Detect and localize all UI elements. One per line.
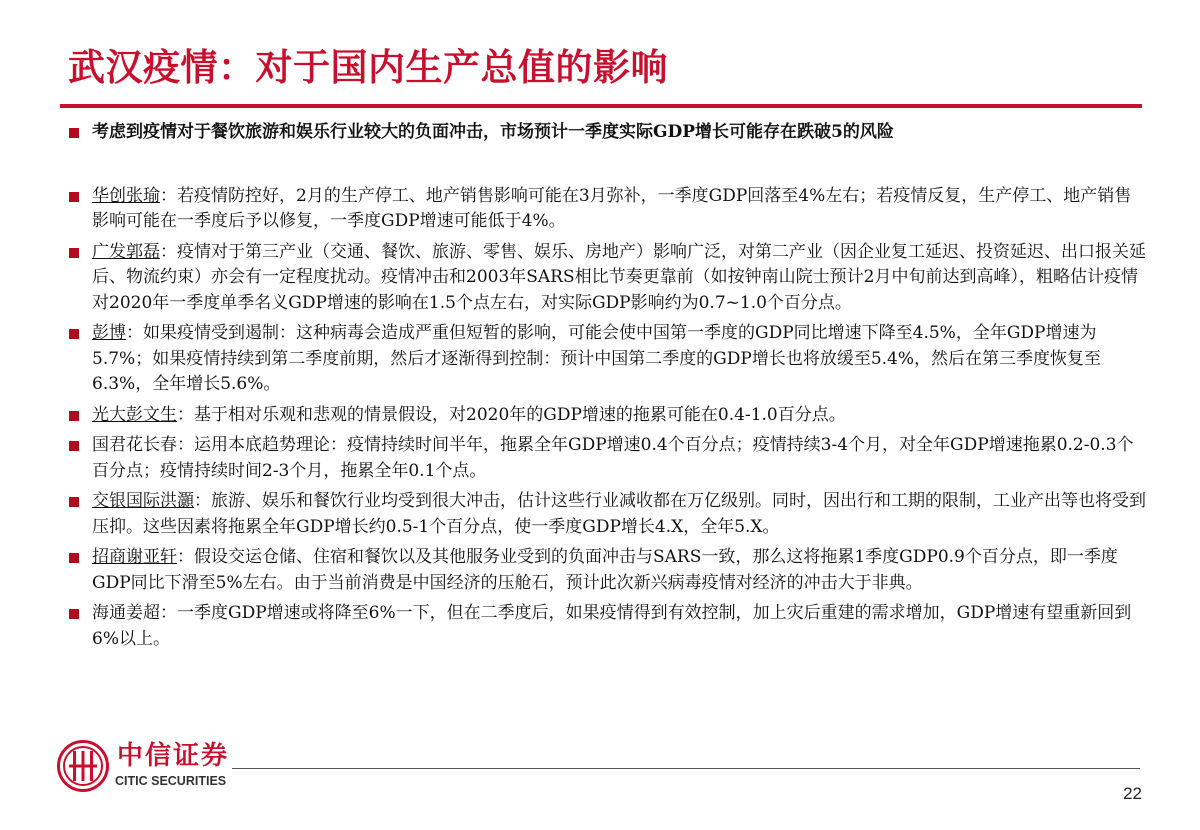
source-link[interactable]: 彭博 xyxy=(92,323,126,343)
intro-text: 考虑到疫情对于餐饮旅游和娱乐行业较大的负面冲击，市场预计一季度实际GDP增长可能存在跌破5的风险 xyxy=(92,122,894,142)
logo-chinese-name: 中信证券 xyxy=(117,741,230,771)
square-bullet-icon xyxy=(69,192,79,202)
source-label: 海通姜超 xyxy=(92,603,160,623)
list-item xyxy=(66,433,1146,484)
list-item xyxy=(66,184,1146,235)
square-bullet-icon xyxy=(69,248,79,258)
source-link[interactable]: 光大彭文生 xyxy=(92,404,177,425)
list-item xyxy=(66,403,1146,429)
logo-english-name: CITIC SECURITIES xyxy=(115,774,227,788)
page-number: 22 xyxy=(1123,784,1142,803)
square-bullet-icon xyxy=(69,497,79,507)
square-bullet-icon xyxy=(69,128,79,138)
item-text: ：旅游、娱乐和餐饮行业均受到很大冲击，估计这些行业减收都在万亿级别。同时，因出行和工期的限制，工业产出等也将受到压抑。这些因素将拖累全年GDP增长约0.5-1个百分点，使一季度GDP增长4.X，全年5.X。 xyxy=(92,491,1146,537)
company-logo xyxy=(57,738,247,808)
bullet-list xyxy=(66,120,1146,657)
square-bullet-icon xyxy=(69,609,79,619)
source-link[interactable]: 交银国际洪灝 xyxy=(92,491,194,511)
title-divider xyxy=(60,104,1142,108)
item-text: ：运用本底趋势理论：疫情持续时间半年，拖累全年GDP增速0.4个百分点；疫情持续3-4个月，对全年GDP增速拖累0.2-0.3个百分点；疫情持续时间2-3个月，拖累全年0.1个点。 xyxy=(92,435,1134,481)
list-item xyxy=(66,601,1146,652)
item-text: ：一季度GDP增速或将降至6%一下，但在二季度后，如果疫情得到有效控制，加上灾后重建的需求增加，GDP增速有望重新回到6%以上。 xyxy=(92,603,1132,649)
page-title: 武汉疫情：对于国内生产总值的影响 xyxy=(68,46,668,89)
list-item xyxy=(66,489,1146,540)
source-link[interactable]: 广发郭磊 xyxy=(92,241,160,262)
item-text: ：假设交运仓储、住宿和餐饮以及其他服务业受到的负面冲击与SARS一致，那么这将拖累1季度GDP0.9个百分点，即一季度GDP同比下滑至5%左右。由于当前消费是中国经济的压舱石，预计此次新兴病毒疫情对经济的冲击大于非典。 xyxy=(92,547,1118,593)
source-link[interactable]: 招商谢亚轩 xyxy=(92,547,177,567)
footer-divider xyxy=(232,768,1140,769)
square-bullet-icon xyxy=(69,329,79,339)
item-text: ：若疫情防控好，2月的生产停工、地产销售影响可能在3月弥补，一季度GDP回落至4%左右；若疫情反复，生产停工、地产销售影响可能在一季度后予以修复，一季度GDP增速可能低于4%。 xyxy=(92,185,1132,231)
intro-bullet xyxy=(66,120,1146,146)
source-link[interactable]: 华创张瑜 xyxy=(92,185,160,206)
source-label: 国君花长春 xyxy=(92,435,177,455)
item-text: ：疫情对于第三产业（交通、餐饮、旅游、零售、娱乐、房地产）影响广泛，对第二产业（因企业复工延迟、投资延迟、出口报关延后、物流约束）亦会有一定程度扰动。疫情冲击和2003年SARS相比节奏更靠前（如按钟南山院士预计2月中旬前达到高峰），粗略估计疫情对2020年一季度单季名义GDP增速的影响在1.5个点左右，对实际GDP影响约为0.7~1.0个百分点。 xyxy=(92,241,1146,313)
square-bullet-icon xyxy=(69,553,79,563)
item-text: ：基于相对乐观和悲观的情景假设，对2020年的GDP增速的拖累可能在0.4-1.0百分点。 xyxy=(177,404,846,425)
list-item xyxy=(66,240,1146,317)
citic-emblem-icon xyxy=(57,740,109,792)
list-item xyxy=(66,321,1146,398)
list-item xyxy=(66,545,1146,596)
square-bullet-icon xyxy=(69,411,79,421)
item-text: ：如果疫情受到遏制：这种病毒会造成严重但短暂的影响，可能会使中国第一季度的GDP同比增速下降至4.5%，全年GDP增速为5.7%；如果疫情持续到第二季度前期，然后才逐渐得到控制：预计中国第二季度的GDP增长也将放缓至5.4%，然后在第三季度恢复至6.3%，全年增长5.6%。 xyxy=(92,323,1102,394)
square-bullet-icon xyxy=(69,441,79,451)
